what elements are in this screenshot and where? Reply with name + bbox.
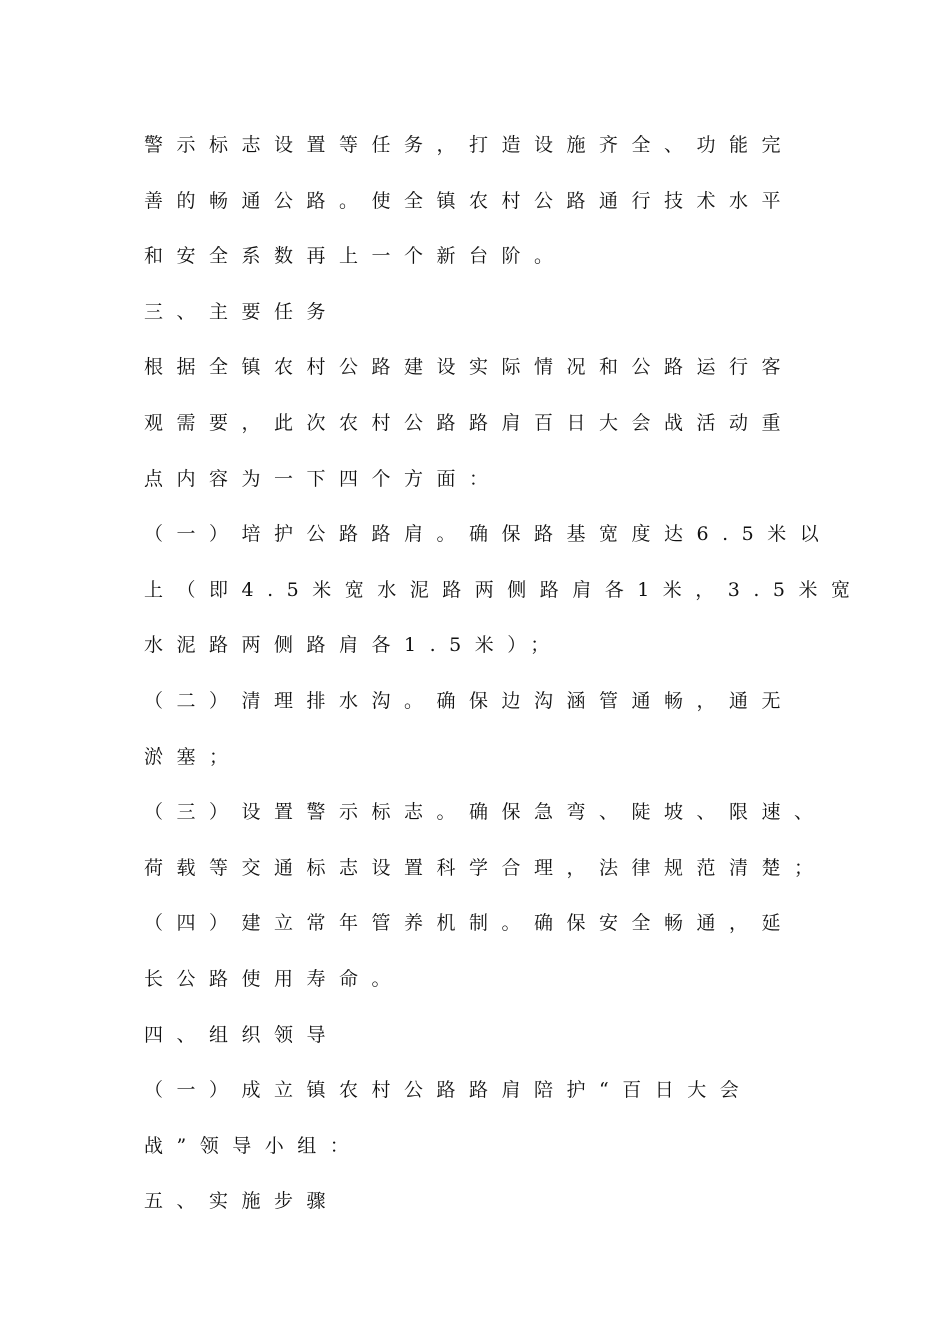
text-line: （三）设置警示标志。确保急弯、陡坡、限速、 — [144, 801, 827, 824]
text-line: （一）成立镇农村公路路肩陪护“百日大会 — [144, 1079, 753, 1102]
text-line: （一）培护公路路肩。确保路基宽度达6.5米以 — [144, 523, 833, 546]
text-line: （四）建立常年管养机制。确保安全畅通，延 — [144, 912, 795, 935]
text-line: 点内容为一下四个方面： — [144, 467, 502, 490]
text-line: 善的畅通公路。使全镇农村公路通行技术水平 — [144, 189, 795, 212]
text-line: 水泥路两侧路肩各1.5米）； — [144, 634, 563, 657]
text-line: 和安全系数再上一个新台阶。 — [144, 245, 567, 268]
text-line: 战”领导小组： — [144, 1134, 363, 1157]
text-line: 荷载等交通标志设置科学合理，法律规范清楚； — [144, 856, 827, 879]
section-heading: 四、组织领导 — [144, 1023, 340, 1046]
text-line: 长公路使用寿命。 — [144, 967, 405, 990]
text-line: （二）清理排水沟。确保边沟涵管通畅，通无 — [144, 689, 795, 712]
text-line: 淤塞； — [144, 745, 242, 768]
text-line: 上（即4.5米宽水泥路两侧路肩各1米，3.5米宽 — [144, 578, 864, 601]
text-line: 警示标志设置等任务，打造设施齐全、功能完 — [144, 134, 795, 156]
document-body — [144, 128, 864, 1240]
section-heading: 五、实施步骤 — [144, 1190, 340, 1213]
text-line: 观需要，此次农村公路路肩百日大会战活动重 — [144, 411, 795, 434]
text-line: 根据全镇农村公路建设实际情况和公路运行客 — [144, 356, 795, 379]
section-heading: 三、主要任务 — [144, 300, 340, 323]
